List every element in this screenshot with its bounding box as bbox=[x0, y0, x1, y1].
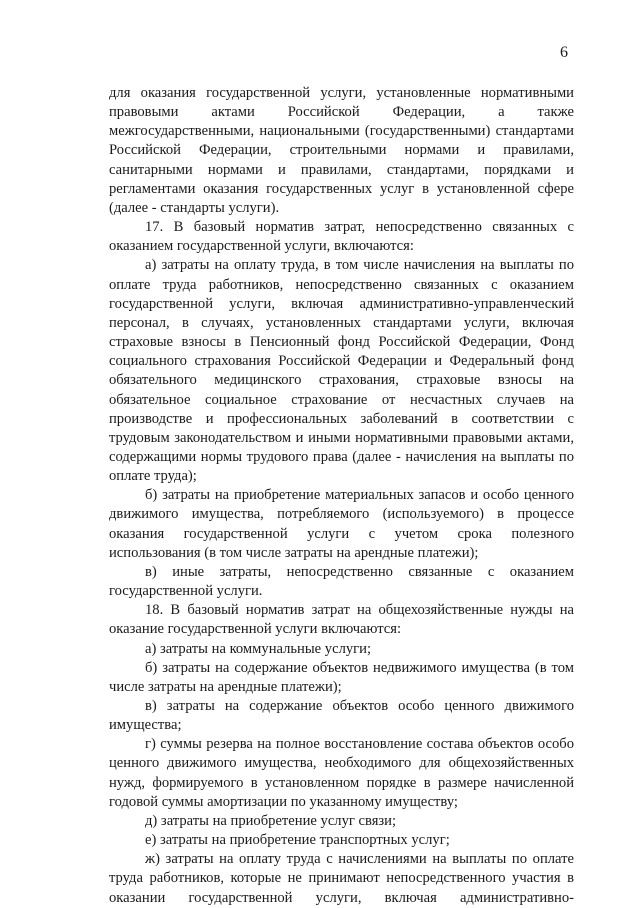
paragraph-18-g: г) суммы резерва на полное восстановление состава объектов особо ценного движимого имущества, необходимого для общехозяйственных нужд, формируемого в установленном порядке в размере начисленной годовой суммы амортизации по указанному имуществу; bbox=[109, 736, 574, 810]
paragraph-17-b: б) затраты на приобретение материальных запасов и особо ценного движимого имущества, потребляемого (используемого) в процессе оказания государственной услуги с учетом срока полезного использования (в том числе затраты на арендные платежи); bbox=[109, 487, 574, 561]
paragraph-18: 18. В базовый норматив затрат на общехозяйственные нужды на оказание государственной услуги включаются: bbox=[109, 602, 574, 638]
paragraph-17: 17. В базовый норматив затрат, непосредственно связанных с оказанием государственной услуги, включаются: bbox=[109, 219, 574, 255]
paragraph-17-v: в) иные затраты, непосредственно связанные с оказанием государственной услуги. bbox=[109, 563, 574, 600]
paragraph-18-d: д) затраты на приобретение услуг связи; bbox=[145, 812, 397, 829]
paragraph-18-v: в) затраты на содержание объектов особо ценного движимого имущества; bbox=[109, 698, 574, 734]
document-body bbox=[109, 84, 574, 908]
paragraph-18-e: е) затраты на приобретение транспортных услуг; bbox=[145, 832, 450, 849]
paragraph-17-a: а) затраты на оплату труда, в том числе начисления на выплаты по оплате труда работников, непосредственно связанных с оказанием государственной услуги, включая административно-управленческий персонал, в случаях, установленных стандартами услуги, включая страховые взносы в Пенсионный фонд Российской Федерации, Фонд социального страхования Российской Федерации и Федеральный фонд обязательного медицинского страхования, страховые взносы на обязательное социальное страхование от несчастных случаев на производстве и профессиональных заболеваний в соответствии с трудовым законодательством и иными нормативными правовыми актами, содержащими нормы трудового права (далее - начисления на выплаты по оплате труда); bbox=[109, 257, 574, 485]
paragraph-standards-continuation: для оказания государственной услуги, установленные нормативными правовыми актами Российской Федерации, а также межгосударственными, национальными (государственными) стандартами Российской Федерации, строительными нормами и правилами, санитарными нормами и правилами, стандартами, порядками и регламентами оказания государственных услуг в установленной сфере (далее - стандарты услуги). bbox=[109, 85, 574, 216]
paragraph-18-zh: ж) затраты на оплату труда с начислениями на выплаты по оплате труда работников, которые не принимают непосредственного участия в оказании государственной услуги, включая административно- bbox=[109, 851, 574, 906]
paragraph-18-a: а) затраты на коммунальные услуги; bbox=[145, 640, 372, 657]
paragraph-18-b: б) затраты на содержание объектов недвижимого имущества (в том числе затраты на арендные платежи); bbox=[109, 659, 574, 695]
page-number: 6 bbox=[560, 44, 568, 61]
